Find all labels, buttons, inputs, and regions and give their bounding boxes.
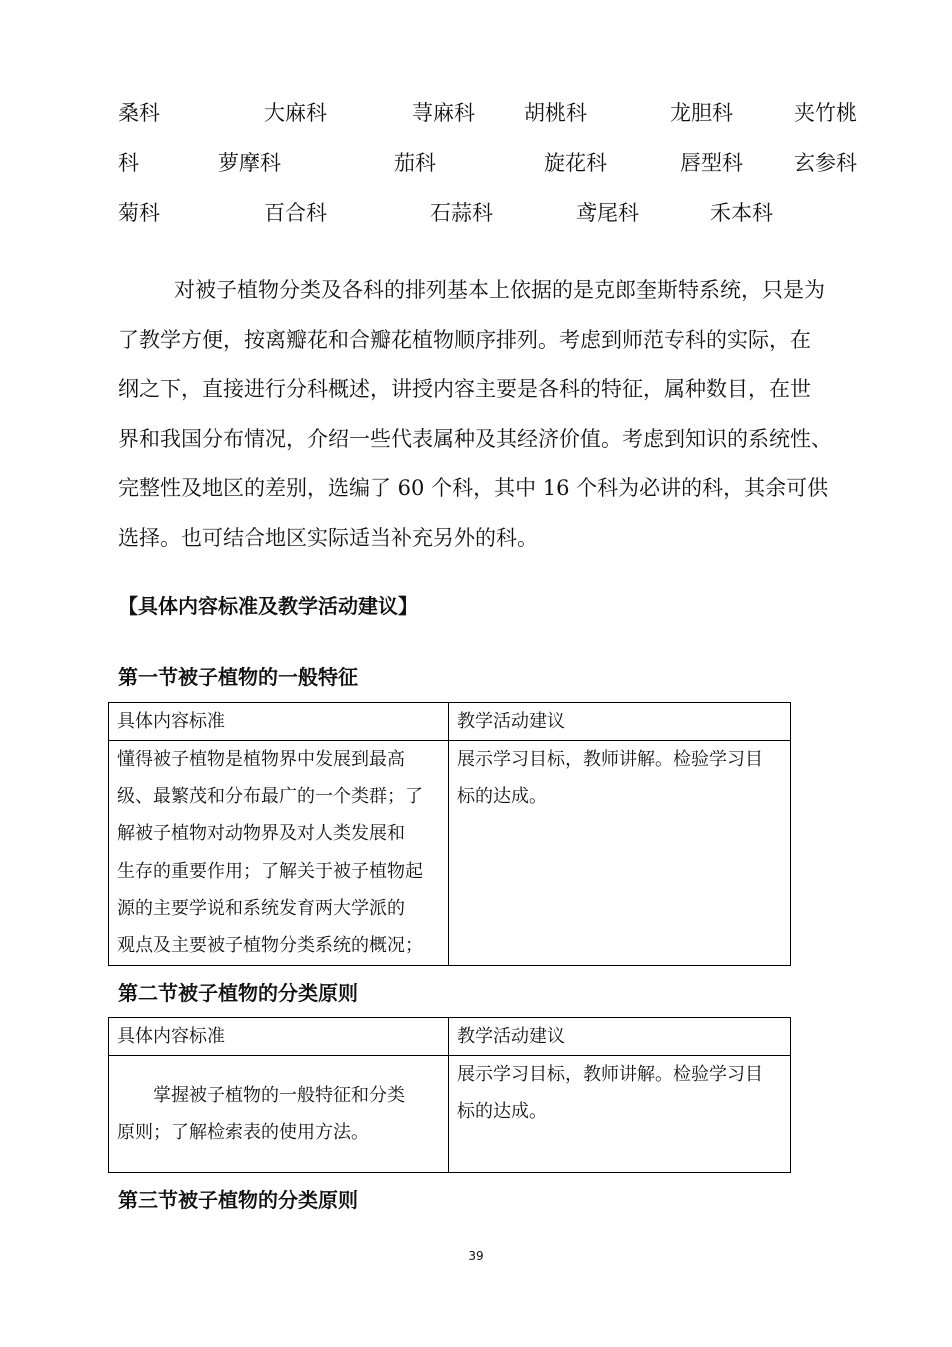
column-header: 教学活动建议 [449, 703, 791, 741]
family-name: 鸢尾科 [576, 201, 639, 225]
family-name: 石蒜科 [430, 201, 493, 225]
cell-line: 掌握被子植物的一般特征和分类 [153, 1084, 405, 1106]
paragraph-line: 对被子植物分类及各科的排列基本上依据的是克郎奎斯特系统，只是为 [174, 278, 825, 302]
cell-line: 解被子植物对动物界及对人类发展和 [117, 823, 405, 845]
family-name: 桑科 [118, 101, 160, 125]
content-standard-cell [109, 741, 449, 966]
paragraph-line: 完整性及地区的差别，选编了 60 个科，其中 16 个科为必讲的科，其余可供 [118, 476, 829, 501]
family-row [118, 198, 868, 228]
column-header: 教学活动建议 [449, 1018, 791, 1056]
family-name: 菊科 [118, 201, 160, 225]
cell-line: 标的达成。 [457, 786, 547, 808]
family-name: 禾本科 [710, 201, 773, 225]
page-number: 39 [468, 1249, 484, 1263]
family-name: 玄参科 [794, 151, 857, 175]
cell-line: 生存的重要作用；了解关于被子植物起 [117, 860, 423, 882]
paragraph-line: 界和我国分布情况，介绍一些代表属种及其经济价值。考虑到知识的系统性、 [118, 426, 832, 451]
cell-line: 懂得被子植物是植物界中发展到最高 [117, 749, 405, 770]
activity-suggestion-cell [449, 1056, 791, 1173]
table-header-row [109, 703, 791, 741]
standards-table [108, 1017, 791, 1173]
cell-line: 源的主要学说和系统发育两大学派的 [117, 897, 405, 919]
family-name: 大麻科 [264, 101, 327, 125]
column-header: 具体内容标准 [109, 1018, 449, 1056]
column-header: 具体内容标准 [109, 703, 449, 741]
cell-line: 原则；了解检索表的使用方法。 [117, 1122, 369, 1143]
family-name: 科 [118, 151, 139, 175]
table-header-row [109, 1018, 791, 1056]
cell-line: 级、最繁茂和分布最广的一个类群；了 [117, 786, 423, 808]
family-name: 夹竹桃 [794, 101, 857, 125]
family-name: 茄科 [394, 151, 436, 175]
family-name: 荨麻科 [412, 101, 475, 125]
family-name: 胡桃科 [524, 101, 587, 125]
cell-line: 观点及主要被子植物分类系统的概况； [117, 935, 423, 957]
paragraph-line: 选择。也可结合地区实际适当补充另外的科。 [118, 525, 538, 550]
section-title: 第二节被子植物的分类原则 [118, 981, 358, 1005]
table-row [109, 1056, 791, 1173]
family-name: 唇型科 [680, 151, 743, 175]
activity-suggestion-cell [449, 741, 791, 966]
section-title: 第三节被子植物的分类原则 [118, 1188, 358, 1212]
family-row [118, 148, 868, 178]
paragraph-line: 了教学方便，按离瓣花和合瓣花植物顺序排列。考虑到师范专科的实际，在 [118, 327, 811, 352]
intro-paragraph [118, 266, 866, 564]
cell-line: 展示学习目标，教师讲解。检验学习目 [457, 1064, 763, 1085]
family-name: 萝摩科 [218, 151, 281, 175]
section-title: 第一节被子植物的一般特征 [118, 665, 358, 689]
family-name: 百合科 [264, 201, 327, 225]
table-row [109, 741, 791, 966]
cell-line: 展示学习目标，教师讲解。检验学习目 [457, 749, 763, 770]
paragraph-line: 纲之下，直接进行分科概述，讲授内容主要是各科的特征，属种数目，在世 [118, 377, 811, 402]
standards-table [108, 702, 791, 966]
family-row [118, 98, 868, 128]
family-name: 旋花科 [544, 151, 607, 175]
section-heading: 【具体内容标准及教学活动建议】 [118, 594, 418, 618]
cell-line: 标的达成。 [457, 1101, 547, 1123]
content-standard-cell [109, 1056, 449, 1173]
family-name: 龙胆科 [670, 101, 733, 125]
